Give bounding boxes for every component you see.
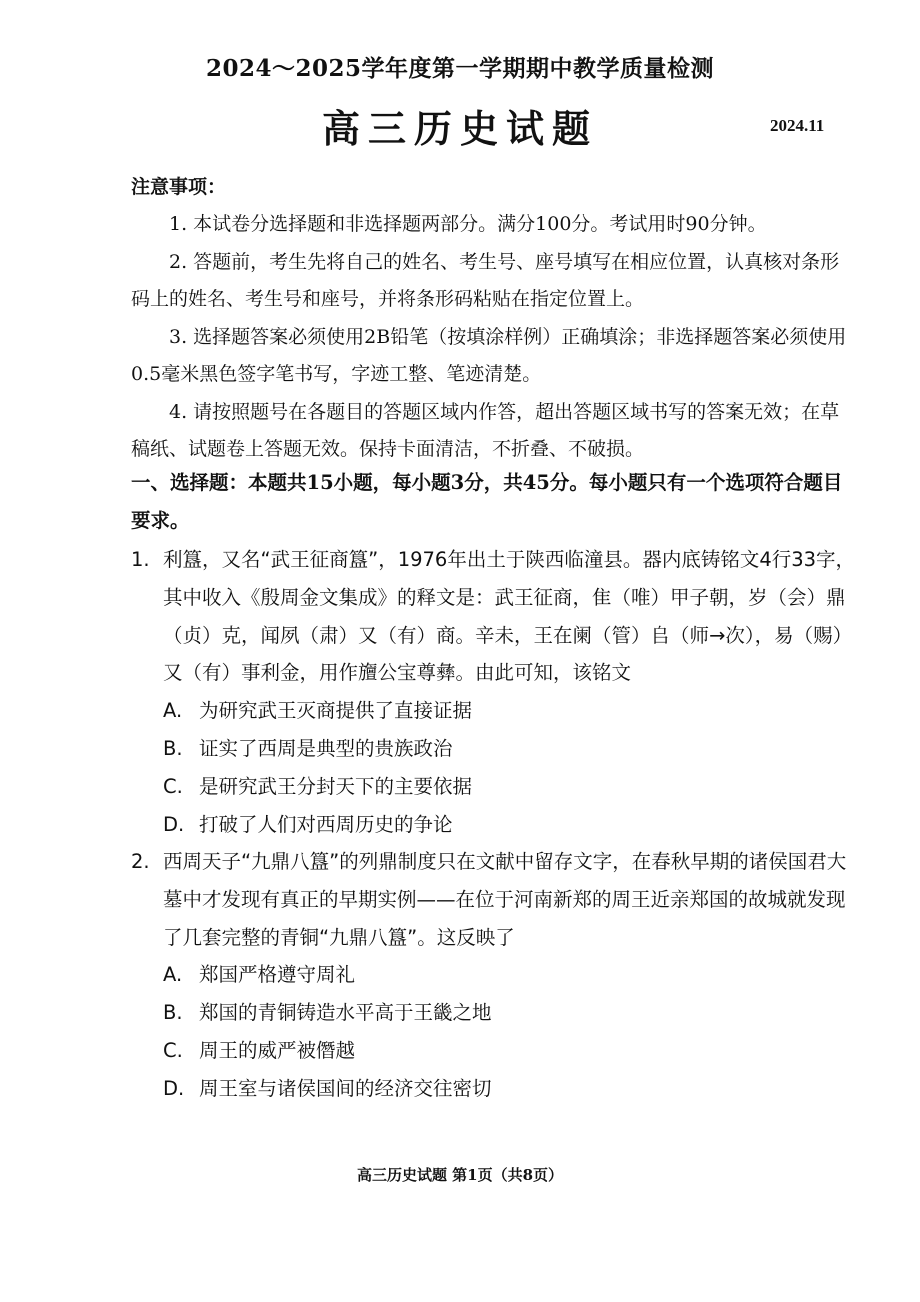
option-letter: B. xyxy=(163,1001,183,1025)
page-footer: 高三历史试题 第1页（共8页） xyxy=(356,1166,564,1184)
option-text: 周王的威严被僭越 xyxy=(199,1038,356,1062)
option-c xyxy=(131,768,856,806)
option-b xyxy=(131,994,856,1032)
question-text: 西周天子“九鼎八簋”的列鼎制度只在文献中留存文字，在春秋早期的诸侯国君大墓中才发现有真正的早期实例——在位于河南新郑的周王近亲郑国的故城就发现了几套完整的青铜“九鼎八簋”。这反映了 xyxy=(163,850,847,949)
option-text: 周王室与诸侯国间的经济交往密切 xyxy=(199,1076,492,1100)
notice-item-4: 4. 请按照题号在各题目的答题区域内作答，超出答题区域书写的答案无效；在草稿纸、试题卷上答题无效。保持卡面清洁，不折叠、不破损。 xyxy=(131,400,840,460)
notice-list xyxy=(131,206,851,469)
option-a xyxy=(131,956,856,994)
option-d xyxy=(131,806,856,844)
question-stem xyxy=(131,541,856,692)
question-text: 利簋，又名“武王征商簋”，1976年出土于陕西临潼县。器内底铸铭文4行33字，其中收入《殷周金文集成》的释文是：武王征商，隹（唯）甲子朝，岁（会）鼎（贞）克，闻夙（肃）又（有）商。辛未，王在阑（管）𠂤（师→次），易（赐）又（有）事利金，用作旜公宝尊彝。由此可知，该铭文 xyxy=(163,548,856,685)
option-text: 打破了人们对西周历史的争论 xyxy=(199,812,453,836)
option-letter: D. xyxy=(163,812,185,836)
option-letter: A. xyxy=(163,963,183,987)
option-b xyxy=(131,730,856,768)
option-text: 证实了西周是典型的贵族政治 xyxy=(199,736,453,760)
section-heading: 一、选择题：本题共15小题，每小题3分，共45分。每小题只有一个选项符合题目要求。 xyxy=(131,471,843,532)
exam-name: 2024～2025学年度第一学期期中教学质量检测 xyxy=(205,55,715,82)
option-letter: D. xyxy=(163,1076,185,1100)
option-text: 是研究武王分封天下的主要依据 xyxy=(199,774,473,798)
option-letter: A. xyxy=(163,699,183,723)
question-number: 2. xyxy=(131,850,150,873)
notice-item-3: 3. 选择题答案必须使用2B铅笔（按填涂样例）正确填涂；非选择题答案必须使用0.5毫米黑色签字笔书写，字迹工整、笔迹清楚。 xyxy=(131,325,847,385)
option-text: 郑国严格遵守周礼 xyxy=(199,963,356,987)
option-text: 为研究武王灭商提供了直接证据 xyxy=(199,699,473,723)
question-number: 1. xyxy=(131,548,150,571)
question-stem xyxy=(131,843,856,956)
notice-item-1: 1. 本试卷分选择题和非选择题两部分。满分100分。考试用时90分钟。 xyxy=(169,213,767,235)
page-title: 高三历史试题 xyxy=(321,106,598,151)
option-c xyxy=(131,1032,856,1070)
question-1 xyxy=(131,541,856,843)
option-text: 郑国的青铜铸造水平高于王畿之地 xyxy=(199,1001,492,1025)
option-a xyxy=(131,692,856,730)
notice-heading: 注意事项： xyxy=(131,176,227,198)
option-letter: C. xyxy=(163,1038,183,1062)
exam-date: 2024.11 xyxy=(770,116,825,135)
question-2 xyxy=(131,843,856,1108)
option-letter: C. xyxy=(163,774,183,798)
option-d xyxy=(131,1070,856,1108)
notice-item-2: 2. 答题前，考生先将自己的姓名、考生号、座号填写在相应位置，认真核对条形码上的姓名、考生号和座号，并将条形码粘贴在指定位置上。 xyxy=(131,250,840,310)
option-letter: B. xyxy=(163,736,183,760)
